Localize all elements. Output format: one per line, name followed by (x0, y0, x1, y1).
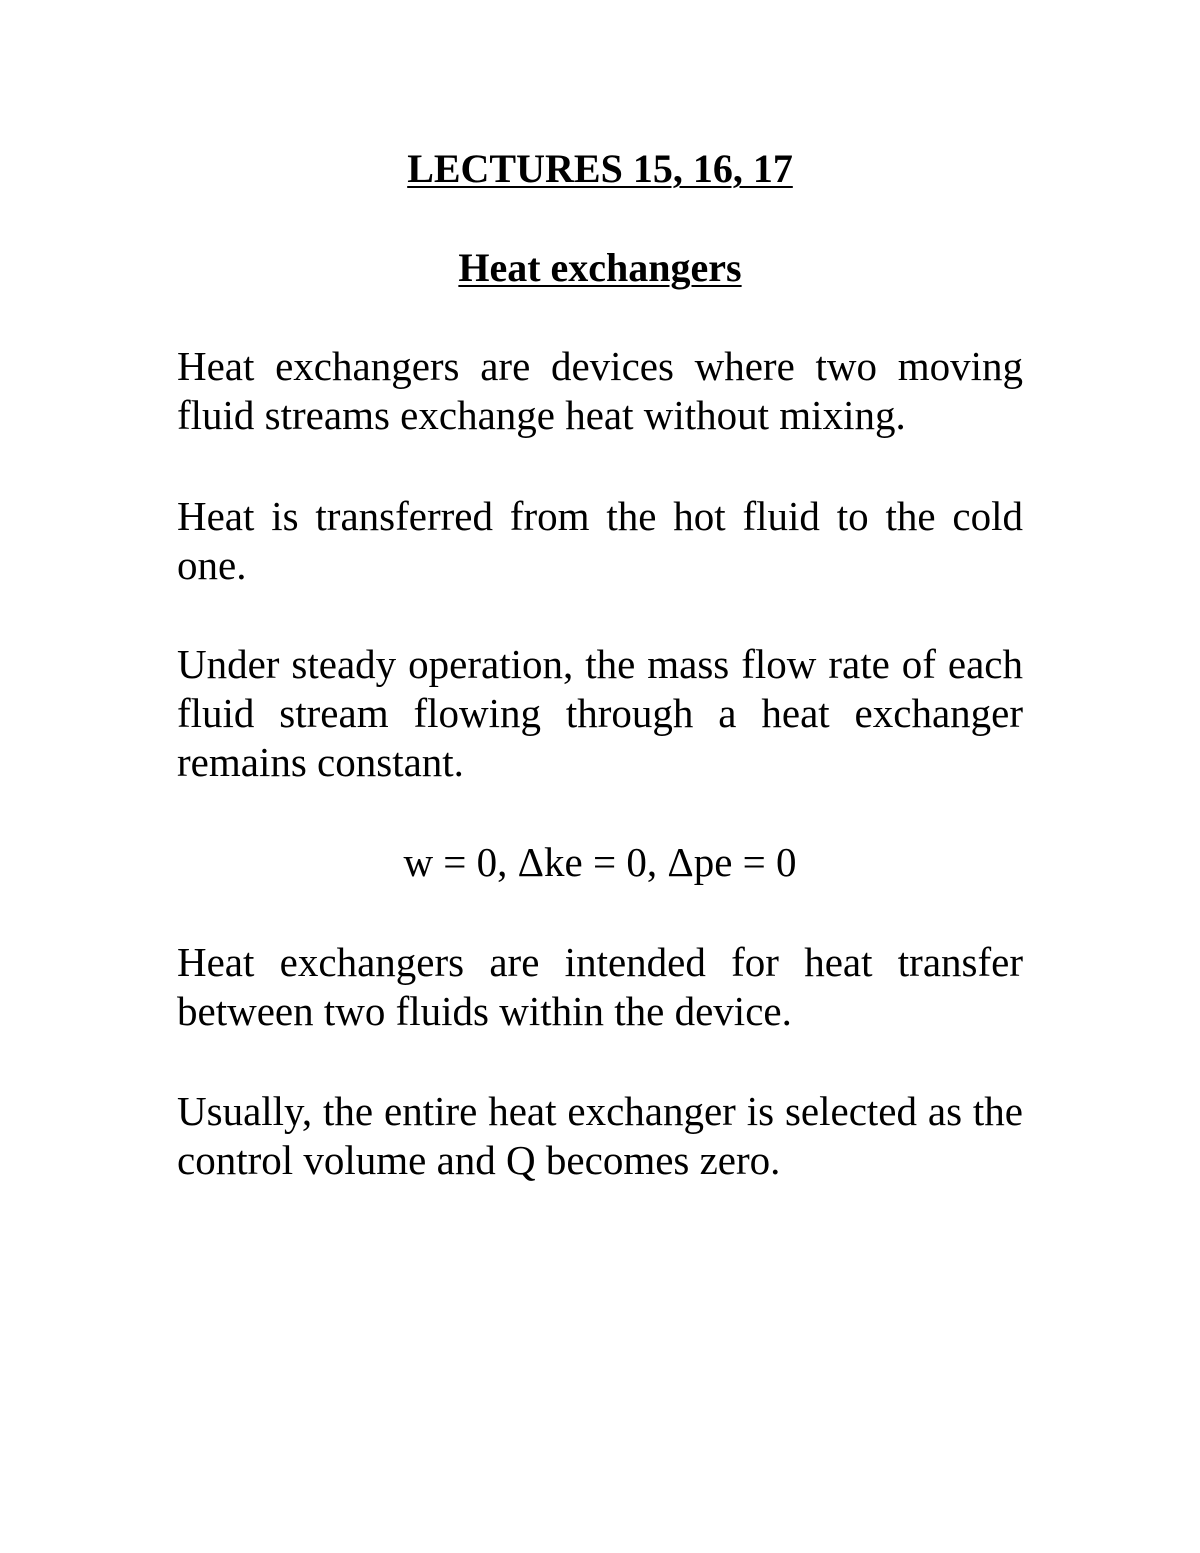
section-heading-text: Heat exchangers (458, 245, 742, 290)
paragraph-intended-use: Heat exchangers are intended for heat transfer between two fluids within the device. (177, 939, 1023, 1034)
section-heading (0, 244, 1200, 292)
energy-equation: w = 0, Δke = 0, Δpe = 0 (403, 839, 797, 885)
paragraph-steady-operation: Under steady operation, the mass flow rate of each fluid stream flowing through a heat exchanger remains constant. (177, 641, 1023, 785)
paragraph-definition: Heat exchangers are devices where two moving fluid streams exchange heat without mixing. (177, 343, 1023, 438)
paragraph-control-volume: Usually, the entire heat exchanger is selected as the control volume and Q becomes zero. (177, 1088, 1023, 1183)
paragraph-heat-transfer: Heat is transferred from the hot fluid to the cold one. (177, 493, 1023, 588)
lecture-title (0, 145, 1200, 193)
lecture-title-text: LECTURES 15, 16, 17 (407, 146, 793, 191)
